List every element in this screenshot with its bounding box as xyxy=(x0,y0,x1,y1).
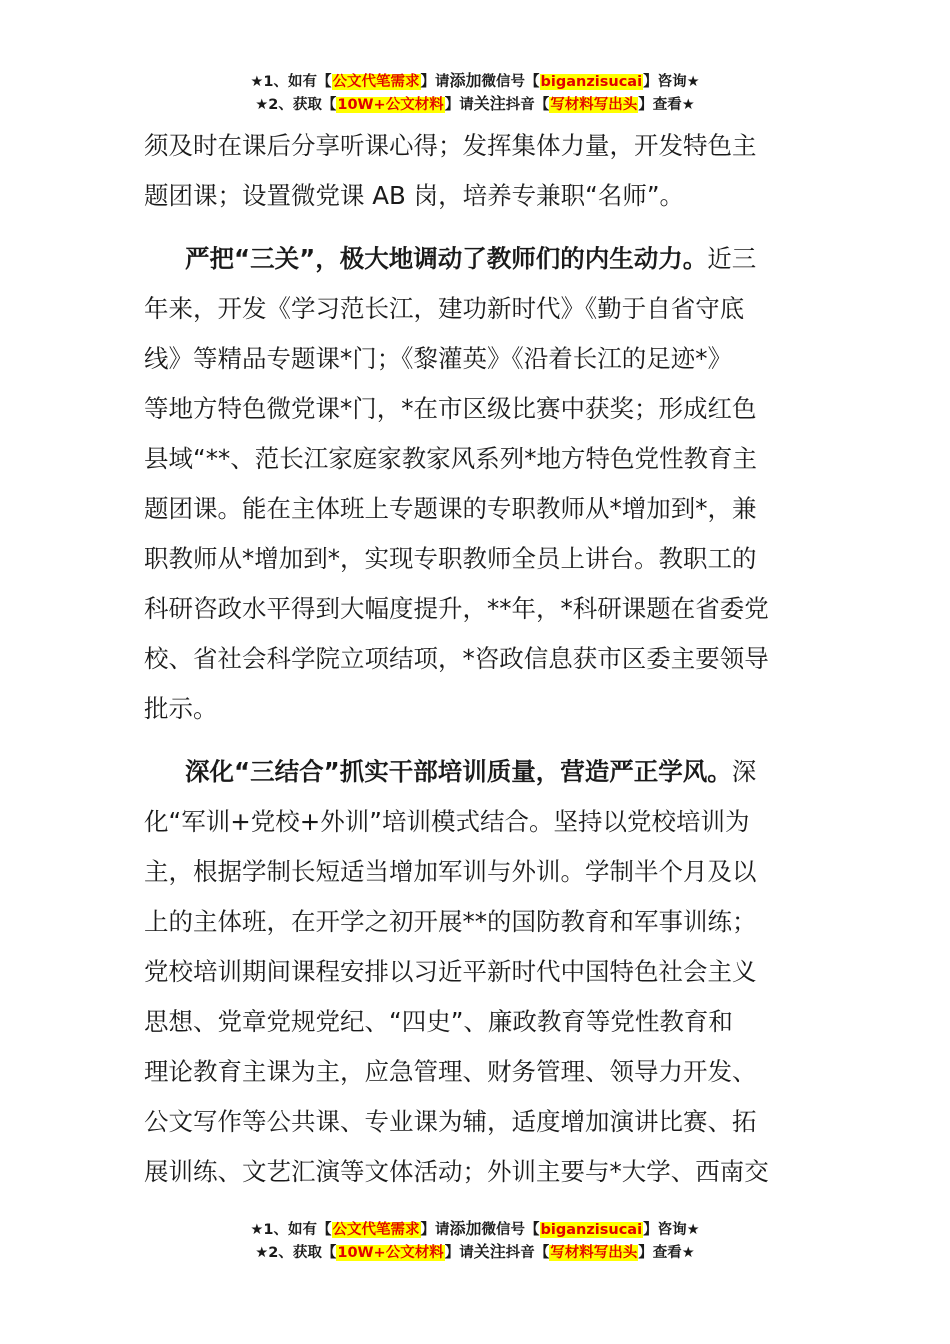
header-banner xyxy=(0,70,950,116)
body-line: 职教师从*增加到*，实现专职教师全员上讲台。教职工的 xyxy=(144,544,757,573)
body-line: 题团课；设置微党课 AB 岗，培养专兼职“名师”。 xyxy=(144,181,685,210)
banner-emphasis: 添加 xyxy=(449,1219,482,1238)
body-line: 公文写作等公共课、专业课为辅，适度增加演讲比赛、拓 xyxy=(144,1107,757,1136)
banner-text: 】请 xyxy=(420,74,450,90)
body-line: 批示。 xyxy=(144,694,218,723)
body-line: 线》等精品专题课*门；《黎灌英》《沿着长江的足迹*》 xyxy=(144,344,732,373)
banner-emphasis: 添加 xyxy=(449,71,482,90)
body-line: 思想、党章党规党纪、“四史”、廉政教育等党性教育和 xyxy=(144,1007,733,1036)
banner-line-2 xyxy=(0,93,950,116)
banner-text: 】咨询★ xyxy=(643,1222,700,1238)
body-line: 年来，开发《学习范长江，建功新时代》《勤于自省守底 xyxy=(144,294,745,323)
banner-text: 抖音【 xyxy=(505,97,550,113)
banner-line-2 xyxy=(0,1241,950,1264)
body-line: 校、省社会科学院立项结项，*咨政信息获市区委主要领导 xyxy=(144,644,769,673)
banner-emphasis: 关注 xyxy=(473,94,506,113)
paragraph-heading: 严把“三关”，极大地调动了教师们的内生动力。 xyxy=(185,244,708,273)
body-line: 化“军训+党校+外训”培训模式结合。坚持以党校培训为 xyxy=(144,807,750,836)
highlight-wechat-id: biganzisucai xyxy=(540,74,643,90)
highlight-douyin: 写材料写出头 xyxy=(550,97,638,113)
banner-text: 】查看★ xyxy=(638,97,695,113)
body-text: 深 xyxy=(731,757,757,786)
banner-text: 】查看★ xyxy=(638,1245,695,1261)
footer-banner xyxy=(0,1218,950,1264)
paragraph-lead-line xyxy=(144,234,808,284)
highlight-materials: 10W+公文材料 xyxy=(337,1245,444,1261)
body-line: 党校培训期间课程安排以习近平新时代中国特色社会主义 xyxy=(144,957,757,986)
banner-text: 】咨询★ xyxy=(643,74,700,90)
body-line: 上的主体班，在开学之初开展**的国防教育和军事训练； xyxy=(144,907,757,936)
body-line: 题团课。能在主体班上专题课的专职教师从*增加到*，兼 xyxy=(144,494,757,523)
body-line: 等地方特色微党课*门，*在市区级比赛中获奖；形成红色 xyxy=(144,394,757,423)
body-line: 科研咨政水平得到大幅度提升，**年，*科研课题在省委党 xyxy=(144,594,769,623)
banner-text: 】请 xyxy=(444,97,474,113)
banner-line-1 xyxy=(0,70,950,93)
highlight-service: 公文代笔需求 xyxy=(332,74,420,90)
document-body xyxy=(144,121,808,1197)
banner-text: 】请 xyxy=(444,1245,474,1261)
body-line: 展训练、文艺汇演等文体活动；外训主要与*大学、西南交 xyxy=(144,1157,769,1186)
body-line: 理论教育主课为主，应急管理、财务管理、领导力开发、 xyxy=(144,1057,757,1086)
highlight-wechat-id: biganzisucai xyxy=(540,1222,643,1238)
banner-text: 微信号【 xyxy=(481,74,540,90)
body-line: 须及时在课后分享听课心得；发挥集体力量，开发特色主 xyxy=(144,131,757,160)
banner-line-1 xyxy=(0,1218,950,1241)
banner-emphasis: 关注 xyxy=(473,1242,506,1261)
body-line: 县域“**、范长江家庭家教家风系列*地方特色党性教育主 xyxy=(144,444,757,473)
banner-text: 抖音【 xyxy=(505,1245,550,1261)
banner-text: ★2、获取【 xyxy=(255,1245,337,1261)
paragraph-lead-line xyxy=(144,747,808,797)
banner-text: 微信号【 xyxy=(481,1222,540,1238)
banner-text: ★1、如有【 xyxy=(250,1222,332,1238)
highlight-douyin: 写材料写出头 xyxy=(550,1245,638,1261)
highlight-service: 公文代笔需求 xyxy=(332,1222,420,1238)
banner-text: ★2、获取【 xyxy=(255,97,337,113)
highlight-materials: 10W+公文材料 xyxy=(337,97,444,113)
banner-text: 】请 xyxy=(420,1222,450,1238)
banner-text: ★1、如有【 xyxy=(250,74,332,90)
body-line: 主，根据学制长短适当增加军训与外训。学制半个月及以 xyxy=(144,857,757,886)
paragraph-heading: 深化“三结合”抓实干部培训质量，营造严正学风。 xyxy=(185,757,732,786)
body-text: 近三 xyxy=(707,244,757,273)
